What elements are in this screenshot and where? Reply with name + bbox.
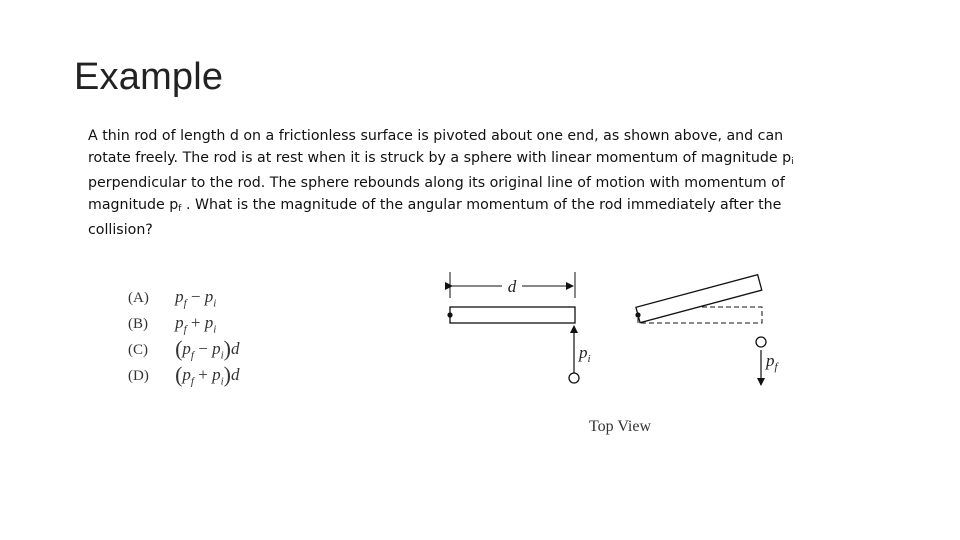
choice-expression: $p_f - p_i$ bbox=[175, 287, 217, 310]
rod-after bbox=[635, 275, 779, 385]
choice-a bbox=[128, 284, 239, 310]
slide-title: Example bbox=[74, 56, 224, 98]
pi-label: $p_i$ bbox=[579, 343, 591, 365]
choice-expression: $p_f + p_i$ bbox=[175, 313, 217, 336]
choice-expression: $(p_f - p_i)d$ bbox=[175, 336, 240, 362]
choice-d bbox=[128, 362, 239, 388]
problem-text-part2: perpendicular to the rod. The sphere rebounds along its original line of motion with momentum of magnitude p bbox=[88, 175, 785, 213]
rod-before bbox=[447, 272, 590, 383]
problem-sub-i: i bbox=[791, 156, 794, 167]
length-label: d bbox=[507, 277, 517, 296]
problem-text-part3: . What is the magnitude of the angular momentum of the rod immediately after the collision? bbox=[88, 196, 782, 239]
sphere-after bbox=[756, 337, 766, 347]
rod-rotated bbox=[636, 275, 762, 323]
choice-expression: $(p_f + p_i)d$ bbox=[175, 362, 240, 388]
choice-c bbox=[128, 336, 239, 362]
choice-label: (B) bbox=[128, 316, 148, 332]
problem-sub-f: f bbox=[178, 203, 182, 214]
problem-text-part1: A thin rod of length d on a frictionless surface is pivoted about one end, as shown above, and can rotate freely. The rod is at rest when it is struck by a sphere with linear momentum of magnitude p bbox=[88, 128, 792, 166]
choice-label: (A) bbox=[128, 290, 149, 306]
choice-label: (D) bbox=[128, 368, 149, 384]
sphere-before bbox=[569, 373, 579, 383]
diagram-caption: Top View bbox=[588, 418, 652, 435]
problem-text bbox=[88, 126, 818, 242]
choice-label: (C) bbox=[128, 342, 148, 358]
pivot-point bbox=[447, 312, 452, 317]
answer-choices bbox=[128, 284, 239, 388]
choice-b bbox=[128, 310, 239, 336]
pf-label: $p_f$ bbox=[766, 351, 778, 373]
rod-diagram bbox=[440, 262, 800, 442]
rod bbox=[450, 307, 575, 323]
pivot-point-after bbox=[635, 312, 640, 317]
